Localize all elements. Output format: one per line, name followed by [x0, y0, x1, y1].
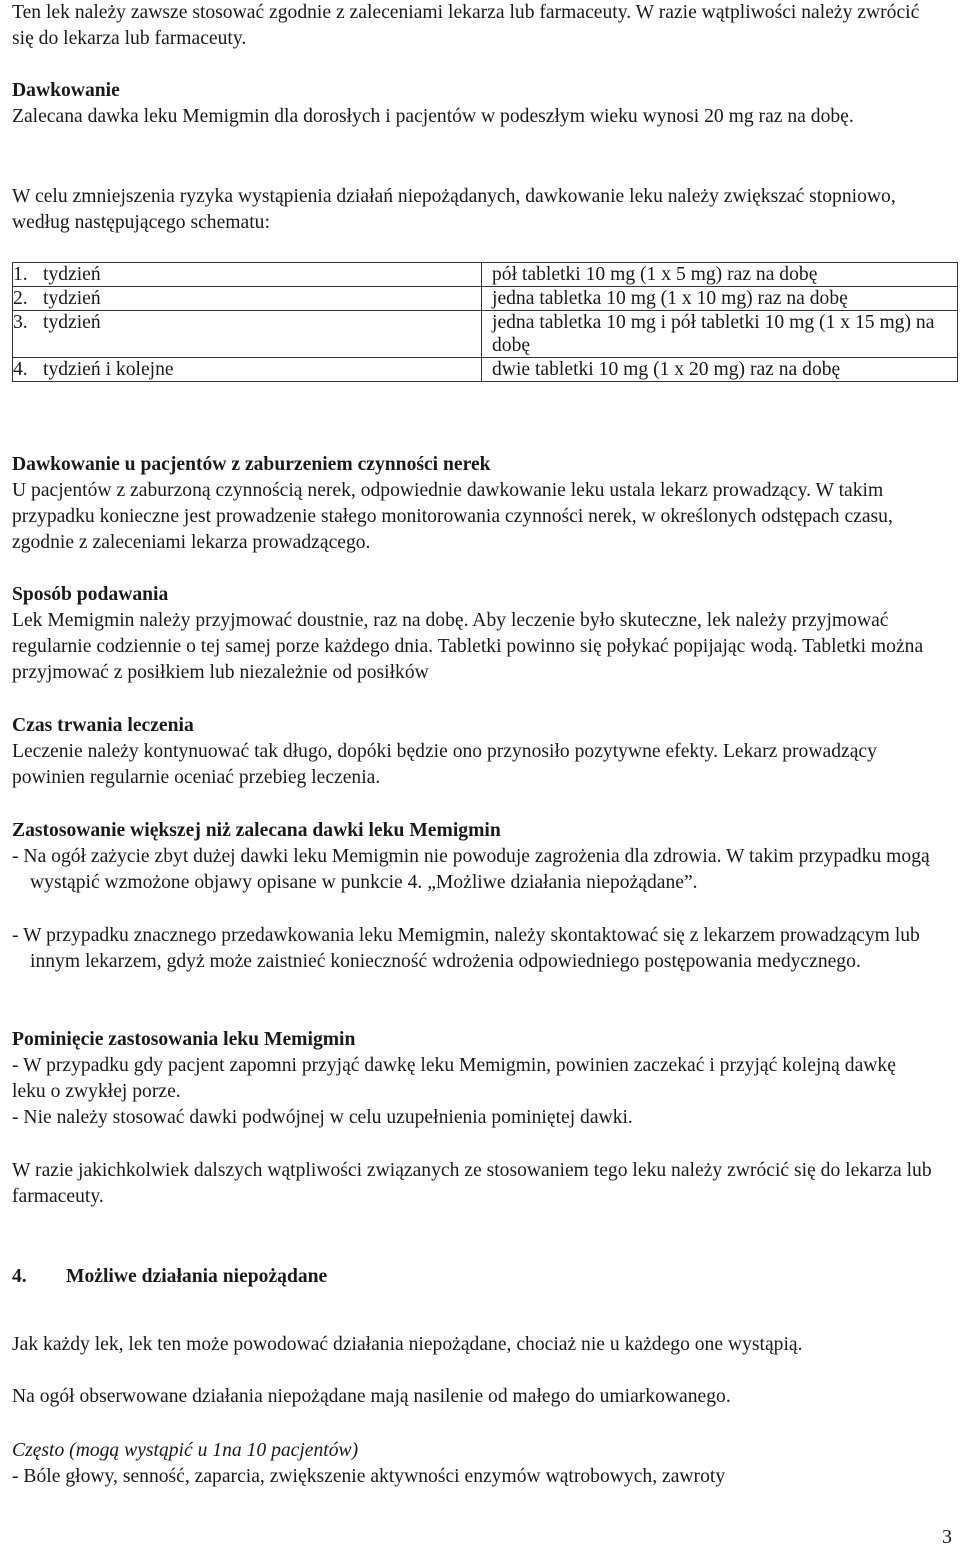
page-number: 3 — [942, 1526, 952, 1548]
overdose-heading: Zastosowanie większej niż zalecana dawki leku Memigmin — [12, 820, 501, 841]
week-cell — [13, 287, 482, 311]
missed-dose-item: - W przypadku gdy pacjent zapomni przyjąć dawkę leku Memigmin, powinien zaczekać i przyjąć kolejną dawkę leku o zwykłej porze. — [12, 1055, 896, 1102]
section-title: Możliwe działania niepożądane — [66, 1266, 328, 1287]
table-row — [13, 358, 958, 382]
administration-heading: Sposób podawania — [12, 584, 169, 605]
frequency-label: Często ( — [12, 1440, 76, 1461]
missed-dose-heading: Pominięcie zastosowania leku Memigmin — [12, 1029, 356, 1050]
week-cell — [13, 263, 482, 287]
dose-cell: dwie tabletki 10 mg (1 x 20 mg) raz na dobę — [482, 358, 958, 382]
overdose-item: - Na ogół zażycie zbyt dużej dawki leku Memigmin nie powoduje zagrożenia dla zdrowia. W takim przypadku mogą wystąpić wzmożone objawy opisane w punkcie 4. „Możliwe działania niepożądane”. — [12, 846, 930, 893]
week-label: tydzień — [43, 312, 101, 333]
renal-heading: Dawkowanie u pacjentów z zaburzeniem czynności nerek — [12, 454, 491, 475]
dose-cell: jedna tabletka 10 mg i pół tabletki 10 mg (1 x 15 mg) na dobę — [482, 311, 958, 358]
doubts-paragraph: W razie jakichkolwiek dalszych wątpliwości związanych ze stosowaniem tego leku należy zwrócić się do lekarza lub farmaceuty. — [12, 1160, 932, 1207]
duration-text: Leczenie należy kontynuować tak długo, dopóki będzie ono przynosiło pozytywne efekty. Lekarz prowadzący powinien regularnie oceniać przebieg leczenia. — [12, 741, 877, 788]
section-number: 4. — [12, 1266, 27, 1287]
week-number: 4. — [13, 359, 28, 380]
titration-intro: W celu zmniejszenia ryzyka wystąpienia działań niepożądanych, dawkowanie leku należy zwiększać stopniowo, według następującego schematu: — [12, 186, 896, 233]
dosing-text: Zalecana dawka leku Memigmin dla dorosłych i pacjentów w podeszłym wieku wynosi 20 mg raz na dobę. — [12, 106, 854, 127]
table-row — [13, 311, 958, 358]
week-number: 3. — [13, 312, 28, 333]
side-effects-intro: Jak każdy lek, lek ten może powodować działania niepożądane, chociaż nie u każdego one wystąpią. — [12, 1334, 803, 1355]
common-side-effects: - Bóle głowy, senność, zaparcia, zwiększenie aktywności enzymów wątrobowych, zawroty — [12, 1466, 726, 1487]
dose-cell: jedna tabletka 10 mg (1 x 10 mg) raz na dobę — [482, 287, 958, 311]
frequency-definition: mogą wystąpić u 1na 10 pacjentów — [75, 1440, 352, 1461]
week-cell — [13, 311, 482, 358]
table-row — [13, 287, 958, 311]
renal-text: U pacjentów z zaburzoną czynnością nerek, odpowiednie dawkowanie leku ustala lekarz prowadzący. W takim przypadku konieczne jest prowadzenie stałego monitorowania czynności nerek, w określonych odstępach czasu, zgodnie z zaleceniami lekarza prowadzącego. — [12, 480, 893, 553]
administration-text: Lek Memigmin należy przyjmować doustnie, raz na dobę. Aby leczenie było skuteczne, lek należy przyjmować regularnie codziennie o tej samej porze każdego dnia. Tabletki powinno się połykać popijając wodą. Tabletki można przyjmować z posiłkiem lub niezależnie od posiłków — [12, 610, 924, 683]
week-cell — [13, 358, 482, 382]
week-label: tydzień — [43, 288, 101, 309]
frequency-close: ) — [351, 1440, 359, 1461]
intro-paragraph: Ten lek należy zawsze stosować zgodnie z zaleceniami lekarza lub farmaceuty. W razie wątpliwości należy zwrócić się do lekarza lub farmaceuty. — [12, 2, 920, 49]
week-label: tydzień — [43, 264, 101, 285]
titration-table — [12, 262, 958, 382]
duration-heading: Czas trwania leczenia — [12, 715, 194, 736]
side-effects-severity: Na ogół obserwowane działania niepożądane mają nasilenie od małego do umiarkowanego. — [12, 1386, 731, 1407]
dosing-heading: Dawkowanie — [12, 80, 120, 101]
dose-cell: pół tabletki 10 mg (1 x 5 mg) raz na dobę — [482, 263, 958, 287]
week-number: 2. — [13, 288, 28, 309]
table-row — [13, 263, 958, 287]
missed-dose-item: - Nie należy stosować dawki podwójnej w celu uzupełnienia pominiętej dawki. — [12, 1107, 633, 1128]
week-number: 1. — [13, 264, 28, 285]
week-label: tydzień i kolejne — [43, 359, 174, 380]
frequency-heading — [12, 1438, 358, 1464]
overdose-item: - W przypadku znacznego przedawkowania leku Memigmin, należy skontaktować się z lekarzem prowadzącym lub innym lekarzem, gdyż może zaistnieć konieczność wdrożenia odpowiedniego postępowania medycznego. — [12, 925, 920, 972]
section-4-heading — [12, 1264, 327, 1290]
